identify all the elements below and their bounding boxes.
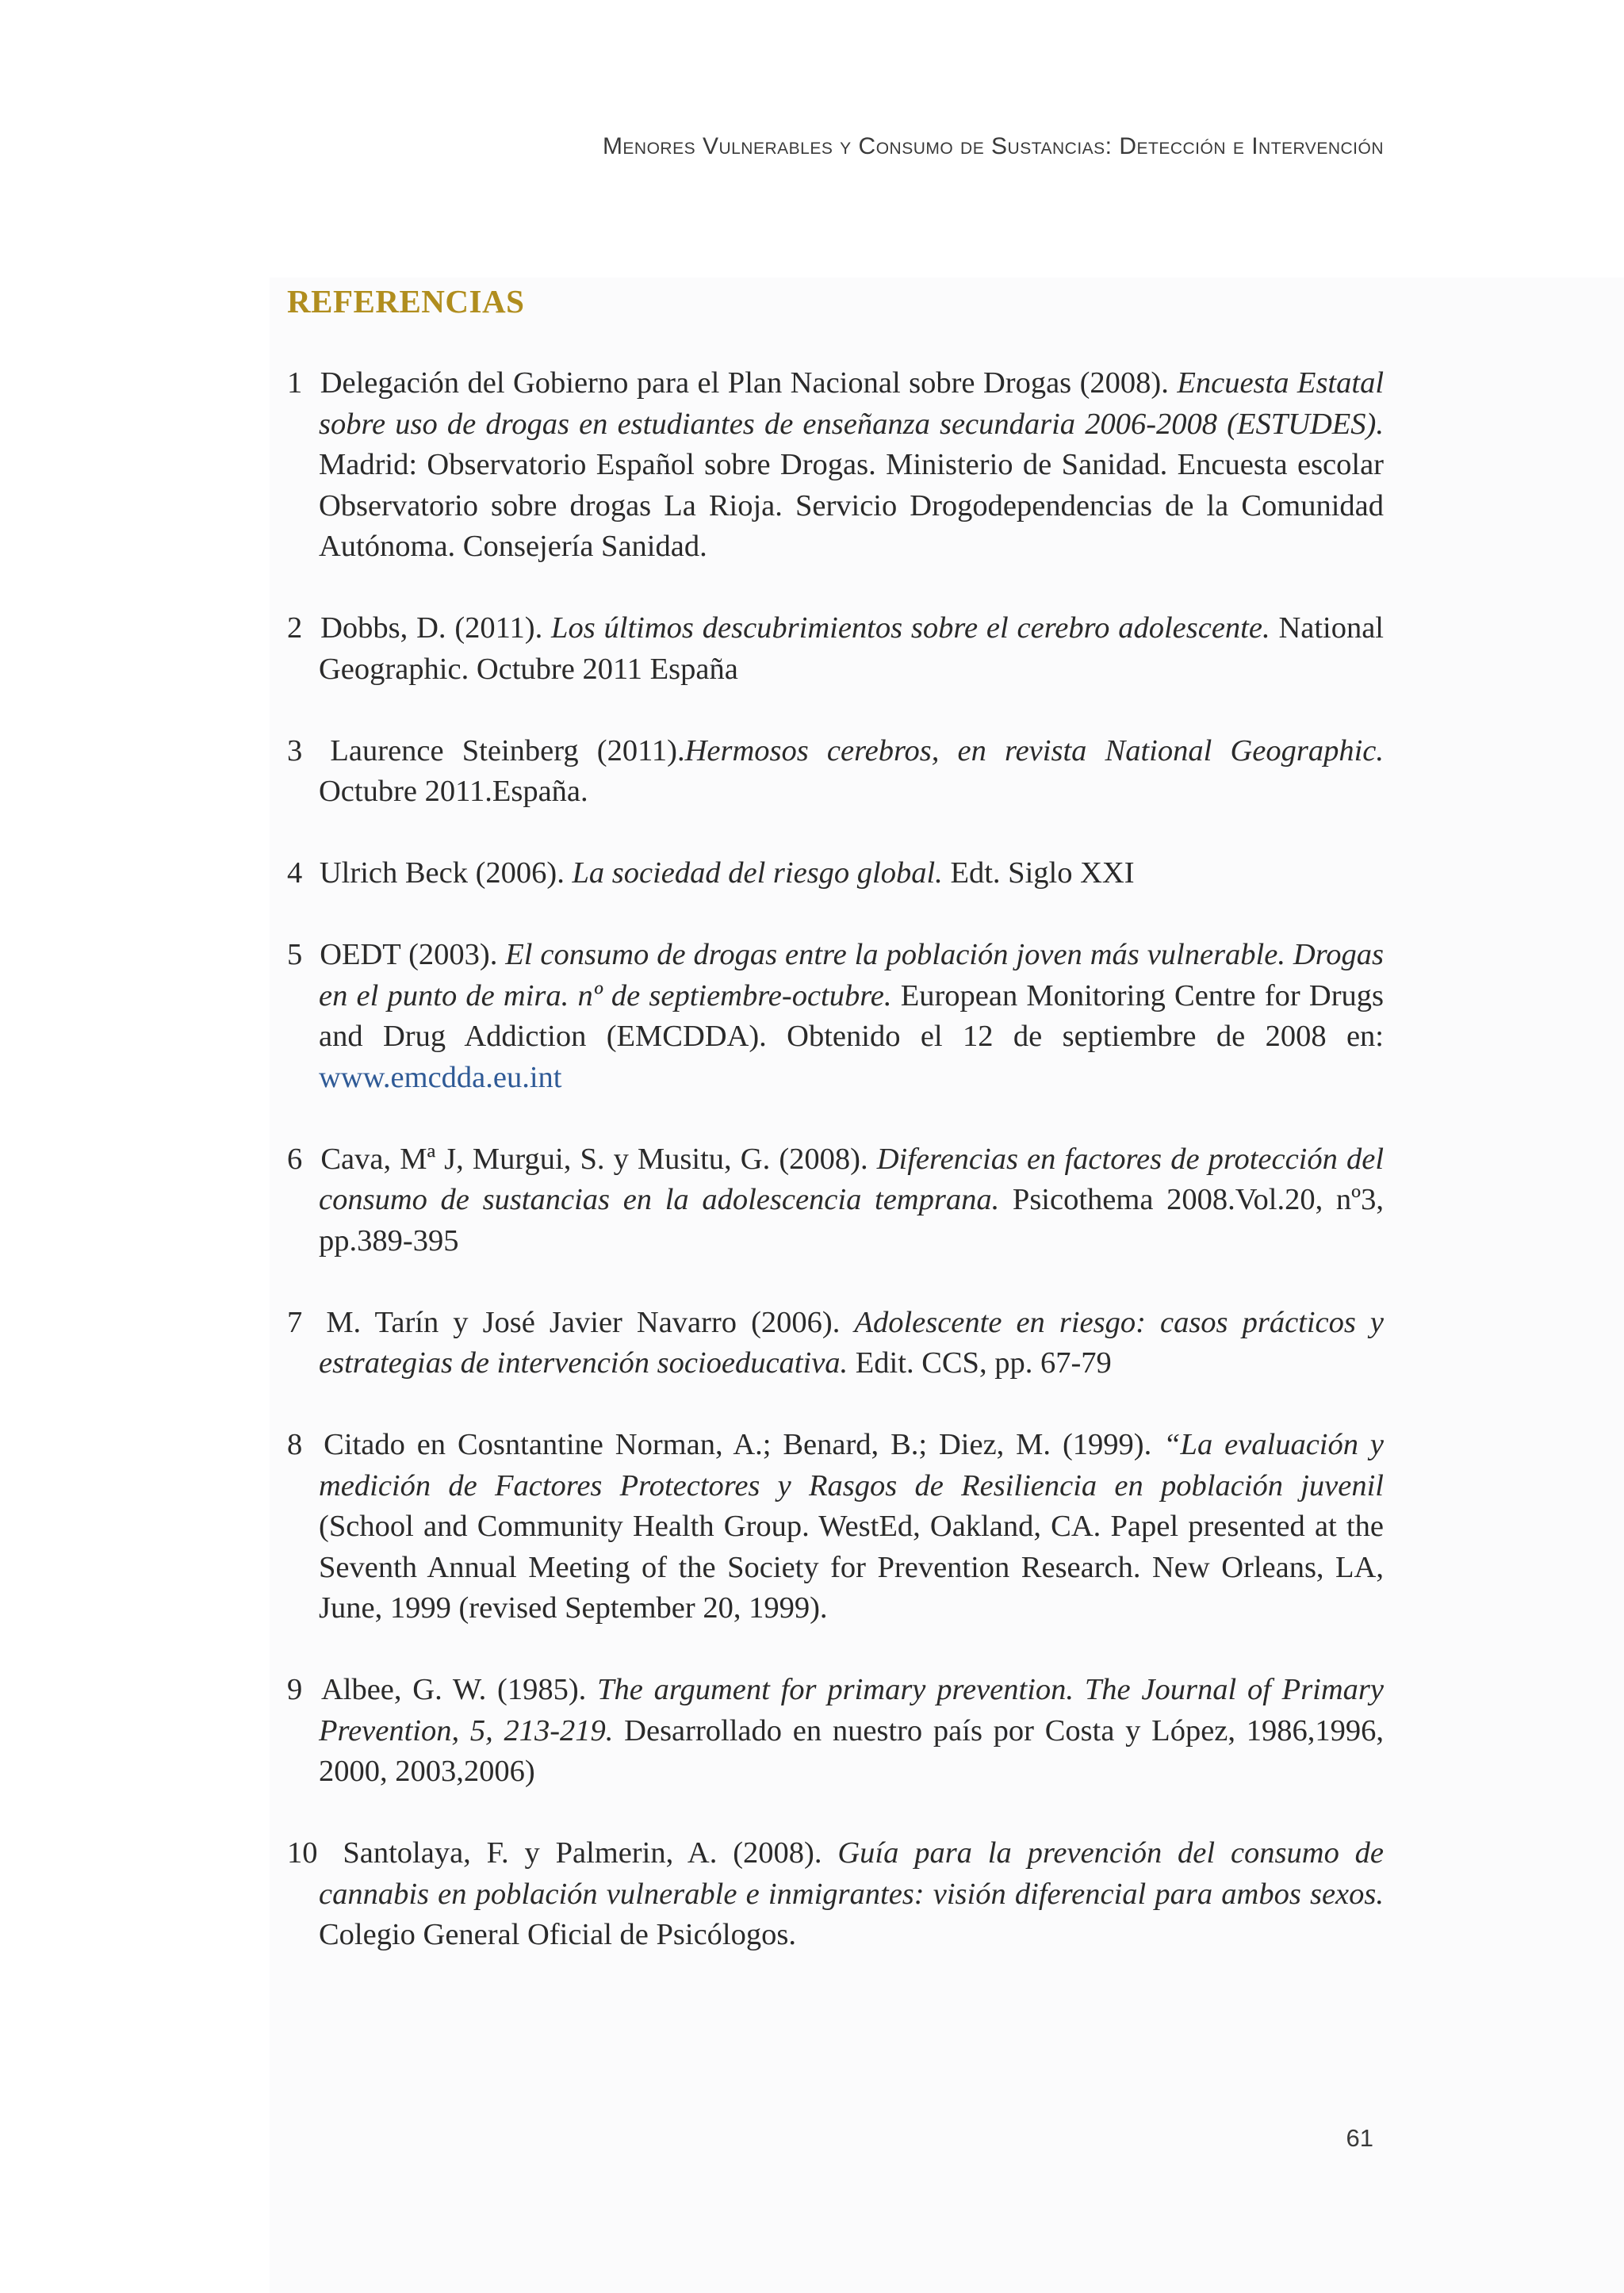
reference-item: [287, 1139, 1384, 1262]
reference-item: [287, 853, 1384, 894]
reference-title: “La evaluación y medición de Factores Protectores y Rasgos de Resiliencia en población juvenil: [319, 1428, 1384, 1503]
reference-authors: OEDT (2003).: [320, 938, 498, 971]
section-title: REFERENCIAS: [287, 283, 525, 320]
reference-authors: Santolaya, F. y Palmerin, A. (2008).: [343, 1836, 822, 1870]
reference-number: 4: [287, 856, 303, 890]
reference-authors: Ulrich Beck (2006).: [319, 856, 565, 890]
reference-item: [287, 731, 1384, 813]
reference-source: European Monitoring Centre for Drugs and Drug Addiction (EMCDDA). Obtenido el 12 de septiembre de 2008 en:: [319, 978, 1385, 1053]
reference-source: Edt. Siglo XXI: [950, 856, 1135, 890]
reference-authors: Citado en Cosntantine Norman, A.; Benard, B.; Diez, M. (1999).: [324, 1428, 1152, 1461]
reference-number: 9: [287, 1673, 303, 1706]
reference-number: 5: [287, 938, 303, 971]
reference-authors: M. Tarín y José Javier Navarro (2006).: [326, 1305, 841, 1339]
reference-title: El consumo de drogas entre la población joven más vulnerable. Drogas en el punto de mira. nº de septiembre-octubre.: [319, 938, 1384, 1013]
reference-list: [287, 363, 1384, 1996]
reference-item: [287, 1833, 1384, 1956]
reference-item: [287, 1670, 1384, 1793]
reference-source: (School and Community Health Group. WestEd, Oakland, CA. Papel presented at the Seventh Annual Meeting of the Society for Prevention Research. New Orleans, LA, June, 1999 (revised September 20, 1999).: [319, 1510, 1384, 1625]
reference-authors: Albee, G. W. (1985).: [320, 1673, 587, 1706]
reference-title: The argument for primary prevention. The Journal of Primary Prevention, 5, 213-219.: [319, 1673, 1385, 1748]
reference-number: 1: [287, 366, 303, 400]
reference-title: Diferencias en factores de protección del consumo de sustancias en la adolescencia temprana.: [319, 1142, 1385, 1216]
reference-number: 10: [287, 1836, 318, 1870]
reference-number: 3: [287, 733, 303, 768]
reference-item: [287, 935, 1384, 1098]
reference-source: Psicothema 2008.Vol.20, nº3, pp.389-395: [319, 1183, 1384, 1258]
reference-title: Los últimos descubrimientos sobre el cerebro adolescente.: [551, 611, 1270, 645]
reference-number: 7: [287, 1305, 303, 1339]
reference-title: Adolescente en riesgo: casos prácticos y estrategias de intervención socioeducativa.: [319, 1305, 1385, 1380]
reference-source: Colegio General Oficial de Psicólogos.: [319, 1918, 796, 1951]
reference-link[interactable]: www.emcdda.eu.int: [319, 1060, 562, 1094]
reference-source: Desarrollado en nuestro país por Costa y López, 1986,1996, 2000, 2003,2006): [319, 1713, 1384, 1788]
reference-item: [287, 363, 1384, 568]
reference-number: 2: [287, 611, 303, 645]
reference-authors: Delegación del Gobierno para el Plan Nacional sobre Drogas (2008).: [320, 366, 1169, 400]
reference-title: Encuesta Estatal sobre uso de drogas en estudiantes de enseñanza secundaria 2006-2008 (ESTUDES).: [319, 366, 1385, 441]
reference-number: 6: [287, 1142, 303, 1176]
reference-source: National Geographic. Octubre 2011 España: [319, 611, 1385, 686]
reference-authors: Dobbs, D. (2011).: [320, 611, 543, 645]
page-number: 61: [1346, 2124, 1373, 2152]
reference-source: Octubre 2011.España.: [319, 775, 588, 808]
running-header: Menores Vulnerables y Consumo de Sustancias: Detección e Intervención: [602, 133, 1384, 159]
reference-title: Guía para la prevención del consumo de cannabis en población vulnerable e inmigrantes: visión diferencial para ambos sexos.: [319, 1836, 1385, 1911]
reference-title: Hermosos cerebros, en revista National Geographic.: [684, 733, 1385, 768]
reference-source: Madrid: Observatorio Español sobre Drogas. Ministerio de Sanidad. Encuesta escolar Observatorio sobre drogas La Rioja. Servicio Drogodependencias de la Comunidad Autónoma. Consejería Sanidad.: [319, 448, 1384, 563]
reference-title: La sociedad del riesgo global.: [572, 856, 943, 890]
reference-authors: Laurence Steinberg (2011).: [330, 733, 685, 768]
reference-number: 8: [287, 1428, 303, 1461]
reference-item: [287, 1303, 1384, 1384]
reference-item: [287, 1425, 1384, 1629]
reference-source: Edit. CCS, pp. 67-79: [855, 1346, 1112, 1380]
reference-authors: Cava, Mª J, Murgui, S. y Musitu, G. (2008).: [320, 1142, 868, 1176]
reference-item: [287, 608, 1384, 690]
